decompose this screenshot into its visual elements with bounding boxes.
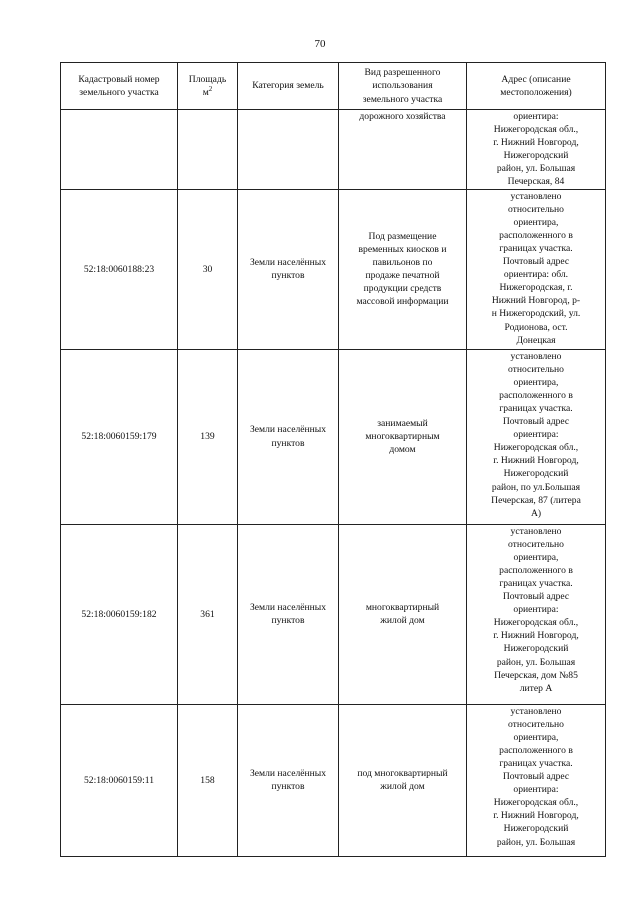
address-line: границах участка. [499,757,573,769]
address-line: Почтовый адрес [502,416,570,428]
cell-area: 361 [178,524,238,704]
cell-category [238,110,339,190]
table-row [61,189,606,349]
table-header-row [61,63,606,110]
address-line: ориентира: [513,784,559,796]
use-line: занимаемый [377,417,428,429]
cell-use [339,110,467,190]
use-line: многоквартирный [365,601,440,613]
header-use: Вид разрешенного использования земельного участка [339,63,467,110]
address-line: Нижегородская обл., [493,617,579,629]
address-line: г. Нижний Новгород, [493,455,579,467]
page-number: 70 [314,38,326,50]
cell-category [238,524,339,704]
use-line: павильонов по [372,256,433,268]
address-line: Нижегородский [503,468,569,480]
address-line: ориентира: [513,111,559,122]
address-line: Нижний Новгород, р- [491,295,581,307]
address-line: Нижегородский [503,823,569,835]
address-line: Родионова, ост. [504,321,568,333]
address-line: установлено [510,525,562,537]
header-cadastral: Кадастровый номер земельного участка [61,63,178,110]
use-line: дорожного хозяйства [359,111,446,122]
cell-cadastral: 52:18:0060159:11 [61,704,178,856]
address-line: ориентира, [513,376,559,388]
address-line: установлено [510,705,562,717]
category-line: Земли населённых [249,767,327,779]
table-row [61,110,606,190]
category-line: пунктов [271,615,305,627]
header-category: Категория земель [238,63,339,110]
address-line: установлено [510,350,562,362]
cell-category [238,189,339,349]
address-line: н Нижегородский, ул. [491,308,581,320]
use-line: временных киосков и [358,243,447,255]
cell-area [178,110,238,190]
use-line: домом [389,444,416,456]
cell-category [238,704,339,856]
use-line: продукции средств [363,283,442,295]
address-line: А) [530,507,542,519]
address-line: Почтовый адрес [502,256,570,268]
table-row [61,524,606,704]
address-line: Нижегородский [503,643,569,655]
address-line: расположенного в [499,744,573,756]
table-row [61,704,606,856]
address-line: Печерская, 84 [507,176,565,188]
category-line: пунктов [271,437,305,449]
cell-use [339,349,467,524]
address-line: относительно [508,203,564,215]
cell-address [467,189,606,349]
address-line: расположенного в [499,564,573,576]
address-line: Печерская, дом №85 [494,669,578,681]
address-line: относительно [508,363,564,375]
use-line: жилой дом [380,615,425,627]
cell-address [467,524,606,704]
address-line: границах участка. [499,577,573,589]
table-row [61,349,606,524]
cell-cadastral: 52:18:0060188:23 [61,189,178,349]
cell-area: 30 [178,189,238,349]
land-plots-table [60,62,606,857]
address-line: Нижегородская обл., [493,124,579,136]
header-area: Площадь $м^2$ [178,63,238,110]
cell-area: 158 [178,704,238,856]
address-line: район, по ул.Большая [491,481,581,493]
address-line: установлено [510,190,562,202]
address-line: расположенного в [499,389,573,401]
category-line: пунктов [271,270,305,282]
cell-area: 139 [178,349,238,524]
use-line: Под размещение [368,230,437,242]
cell-category [238,349,339,524]
use-line: под многоквартирный [357,767,448,779]
address-line: границах участка. [499,242,573,254]
address-line: границах участка. [499,402,573,414]
cell-cadastral [61,110,178,190]
category-line: пунктов [271,781,305,793]
cell-address [467,704,606,856]
use-line: многоквартирным [365,431,440,443]
address-line: ориентира, [513,216,559,228]
address-line: Нижегородская обл., [493,797,579,809]
cell-address [467,110,606,190]
address-line: Нижегородская, г. [499,282,573,294]
address-line: ориентира: обл. [503,269,569,281]
cell-use [339,524,467,704]
use-line: массовой информации [356,296,449,308]
address-line: г. Нижний Новгород, [493,630,579,642]
cell-address [467,349,606,524]
address-line: ориентира: [513,429,559,441]
header-address: Адрес (описание местоположения) [467,63,606,110]
address-line: район, ул. Большая [496,836,576,848]
cell-cadastral: 52:18:0060159:179 [61,349,178,524]
address-line: район, ул. Большая [496,163,576,175]
cell-cadastral: 52:18:0060159:182 [61,524,178,704]
address-line: ориентира, [513,551,559,563]
cell-use [339,189,467,349]
use-line: жилой дом [380,781,425,793]
use-line: продаже печатной [365,270,440,282]
address-line: район, ул. Большая [496,656,576,668]
address-line: г. Нижний Новгород, [493,810,579,822]
address-line: Почтовый адрес [502,591,570,603]
address-line: Печерская, 87 (литера [491,494,581,506]
address-line: г. Нижний Новгород, [493,137,579,149]
address-line: ориентира: [513,604,559,616]
address-line: Почтовый адрес [502,771,570,783]
address-line: ориентира, [513,731,559,743]
cell-use [339,704,467,856]
category-line: Земли населённых [249,601,327,613]
address-line: расположенного в [499,229,573,241]
address-line: относительно [508,538,564,550]
address-line: относительно [508,718,564,730]
category-line: Земли населённых [249,256,327,268]
category-line: Земли населённых [249,424,327,436]
address-line: Нижегородский [503,150,569,162]
address-line: литер А [519,682,553,694]
address-line: Донецкая [516,334,556,346]
address-line: Нижегородская обл., [493,442,579,454]
